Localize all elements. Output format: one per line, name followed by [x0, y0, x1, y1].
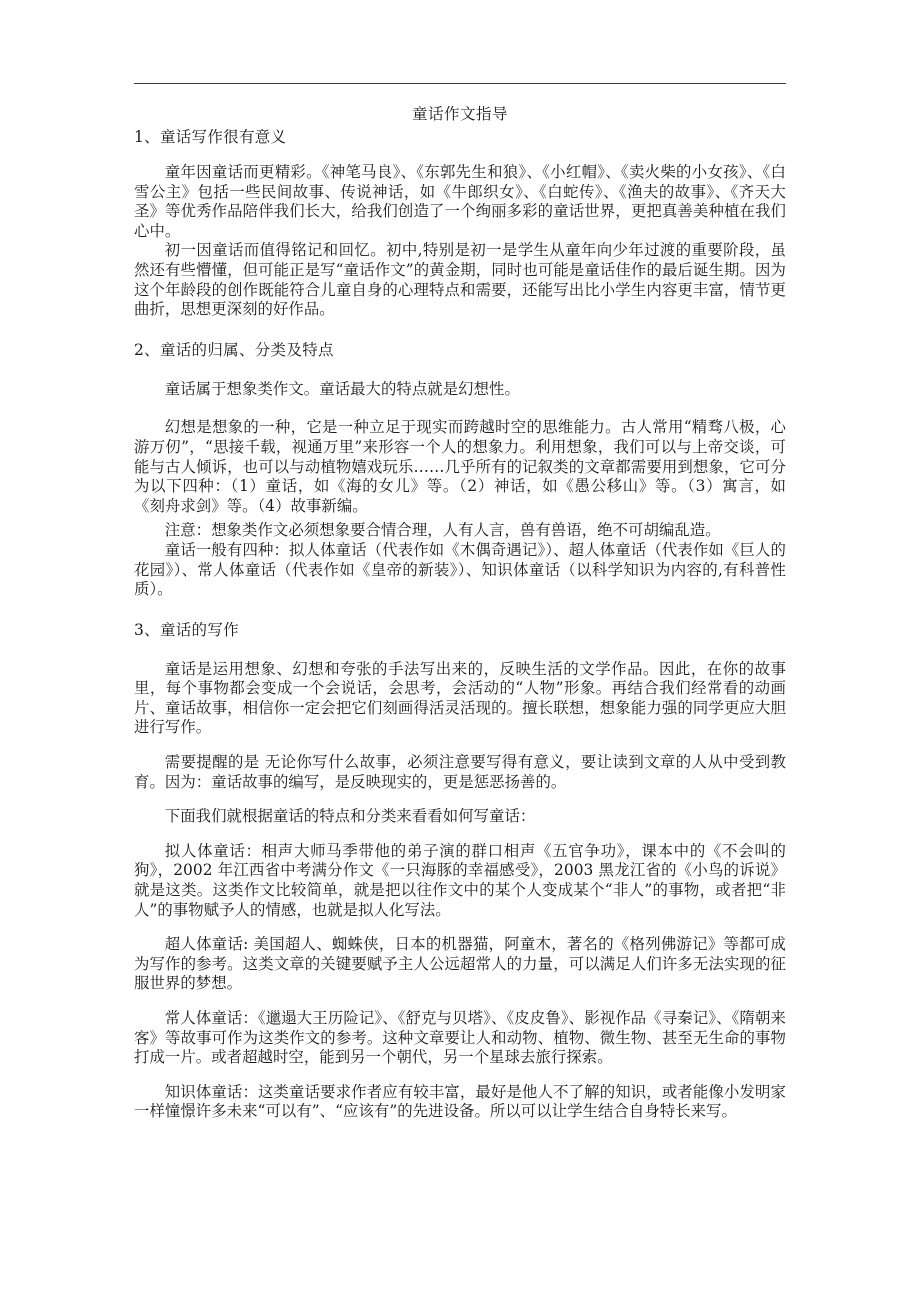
spacer — [134, 641, 786, 660]
section-heading-1: 1、童话写作很有意义 — [134, 128, 287, 146]
document-body — [134, 104, 786, 1122]
paragraph: 童年因童话而更精彩。《神笔马良》、《东郭先生和狼》、《小红帽》、《卖火柴的小女孩》、《白雪公主》包括一些民间故事、传说神话，如《牛郎织女》、《白蛇传》、《渔夫的故事》、《齐天大圣》等优秀作品陪伴我们长大，给我们创造了一个绚丽多彩的童话世界，更把真善美种植在我们心中。 — [134, 163, 786, 240]
paragraph: 童话一般有四种：拟人体童话（代表作如《木偶奇遇记》）、超人体童话（代表作如《巨人的花园》）、常人体童话（代表作如《皇帝的新装》）、知识体童话（以科学知识为内容的,有科普性质）。 — [134, 540, 786, 599]
section-heading-2: 2、童话的归属、分类及特点 — [134, 340, 334, 359]
paragraph: 需要提醒的是 无论你写什么故事，必须注意要写得有意义，要让读到文章的人从中受到教育。因为：童话故事的编写，是反映现实的，更是惩恶扬善的。 — [134, 753, 786, 791]
header-separator-rule — [134, 83, 786, 84]
paragraph: 常人体童话：《邋遢大王历险记》、《舒克与贝塔》、《皮皮鲁》、影视作品《寻秦记》、《隋朝来客》等故事可作为这类作文的参考。这种文章要让人和动物、植物、微生物、甚至无生命的事物打成一片。或者超越时空，能到另一个朝代，另一个星球去旅行探索。 — [134, 1009, 786, 1067]
spacer — [134, 399, 786, 418]
paragraph: 童话属于想象类作文。童话最大的特点就是幻想性。 — [164, 379, 520, 398]
paragraph: 幻想是想象的一种，它是一种立足于现实而跨越时空的思维能力。古人常用“精骛八极，心游万仞”，“思接千载，视通万里”来形容一个人的想象力。利用想象，我们可以与上帝交谈，可能与古人倾诉，也可以与动植物嬉戏玩乐……几乎所有的记叙类的文章都需要用到想象，它可分为以下四种：（1）童话，如《海的女儿》等。（2）神话，如《愚公移山》等。（3）寓言，如《刻舟求剑》等。（4）故事新编。 — [134, 418, 786, 515]
spacer — [134, 600, 786, 619]
paragraph: 注意：想象类作文必须想象要合情合理，人有人言，兽有兽语，绝不可胡编乱造。 — [164, 521, 721, 540]
spacer — [134, 920, 786, 935]
spacer — [134, 738, 786, 753]
page-title: 童话作文指导 — [411, 105, 508, 123]
spacer — [134, 1068, 786, 1083]
paragraph: 下面我们就根据童话的特点和分类来看看如何写童话： — [164, 807, 536, 826]
spacer — [134, 994, 786, 1009]
paragraph: 初一因童话而值得铭记和回忆。初中,特别是初一是学生从童年向少年过渡的重要阶段，虽然还有些懵懂，但可能正是写“童话作文”的黄金期，同时也可能是童话佳作的最后诞生期。因为这个年龄段的创作既能符合儿童自身的心理特点和需要，还能写出比小学生内容更丰富，情节更曲折，思想更深刻的好作品。 — [134, 241, 786, 319]
spacer — [134, 792, 786, 807]
spacer — [134, 361, 786, 380]
section-heading-3: 3、童话的写作 — [134, 620, 239, 639]
spacer — [134, 827, 786, 842]
spacer — [134, 148, 786, 163]
paragraph: 知识体童话：这类童话要求作者应有较丰富，最好是他人不了解的知识，或者能像小发明家一样憧憬许多未来“可以有”、“应该有”的先进设备。所以可以让学生结合自身特长来写。 — [134, 1082, 786, 1121]
spacer — [134, 320, 786, 339]
paragraph: 拟人体童话：相声大师马季带他的弟子演的群口相声《五官争功》，课本中的《不会叫的狗》，2002 年江西省中考满分作文《一只海豚的幸福感受》，2003 黑龙江省的《小鸟的诉说》就是这类。这类作文比较简单，就是把以往作文中的某个人变成某个“非人”的事物，或者把“非人”的事物赋予人的情感，也就是拟人化写法。 — [134, 841, 786, 919]
paragraph: 童话是运用想象、幻想和夸张的手法写出来的，反映生活的文学作品。因此，在你的故事里，每个事物都会变成一个会说话，会思考，会活动的“人物”形象。再结合我们经常看的动画片、童话故事，相信你一定会把它们刻画得活灵活现的。擅长联想，想象能力强的同学更应大胆进行写作。 — [134, 659, 786, 737]
paragraph: 超人体童话: 美国超人、蜘蛛侠，日本的机器猫，阿童木，著名的《格列佛游记》等都可成为写作的参考。这类文章的关键要赋予主人公远超常人的力量，可以满足人们许多无法实现的征服世界的梦想。 — [134, 935, 786, 993]
